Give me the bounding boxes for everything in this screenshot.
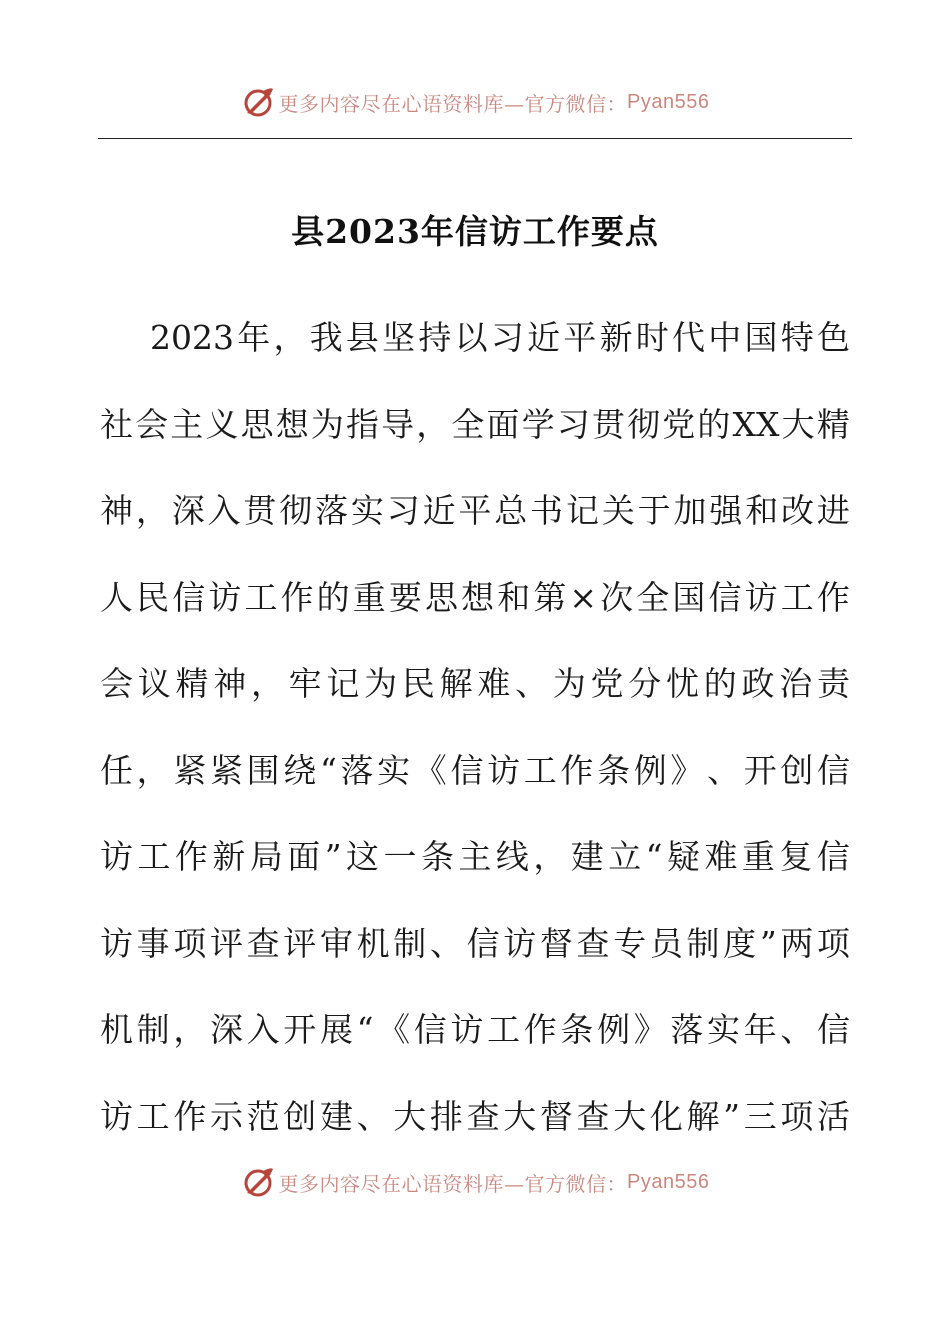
header-divider — [98, 138, 852, 139]
document-body — [100, 295, 850, 1160]
document-title: 县2023年信访工作要点 — [291, 212, 659, 251]
body-line: 访 工 作 新 局 面 ” 这 一 条 主 线 ， 建 立 “ 疑 难 重 复 信 — [100, 837, 850, 876]
body-line: 2023 年 ， 我 县 坚 持 以 习 近 平 新 时 代 中 国 特 色 — [150, 318, 850, 357]
body-line: 访 事 项 评 查 评 审 机 制 、 信 访 督 查 专 员 制 度 ” 两 项 — [100, 923, 850, 963]
body-line: 访 工 作 示 范 创 建 、 大 排 查 大 督 查 大 化 解 ” 三 项 活 — [100, 1096, 850, 1136]
watermark-id: Pyan556 — [627, 90, 710, 113]
footer-watermark — [0, 1164, 950, 1200]
quill-logo-icon — [241, 1165, 275, 1199]
body-line: 人 民 信 访 工 作 的 重 要 思 想 和 第 × 次 全 国 信 访 工 作 — [100, 577, 850, 617]
watermark-text: 更多内容尽在心语资料库—官方微信： — [278, 1171, 628, 1196]
watermark-id: Pyan556 — [627, 1170, 710, 1193]
body-line: 会 议 精 神 ， 牢 记 为 民 解 难 、 为 党 分 忧 的 政 治 责 — [100, 664, 850, 703]
body-line: 神 ， 深 入 贯 彻 落 实 习 近 平 总 书 记 关 于 加 强 和 改 进 — [100, 491, 850, 530]
watermark-text: 更多内容尽在心语资料库—官方微信： — [278, 91, 628, 116]
body-line: 机 制 ， 深 入 开 展 “ 《 信 访 工 作 条 例 》 落 实 年 、 信 — [100, 1010, 850, 1049]
body-line: 任 ， 紧 紧 围 绕 “ 落 实 《 信 访 工 作 条 例 》 、 开 创 信 — [100, 750, 850, 790]
body-line: 社 会 主 义 思 想 为 指 导 ， 全 面 学 习 贯 彻 党 的 XX 大 精 — [100, 404, 850, 444]
quill-logo-icon — [241, 85, 275, 119]
header-watermark — [0, 84, 950, 120]
